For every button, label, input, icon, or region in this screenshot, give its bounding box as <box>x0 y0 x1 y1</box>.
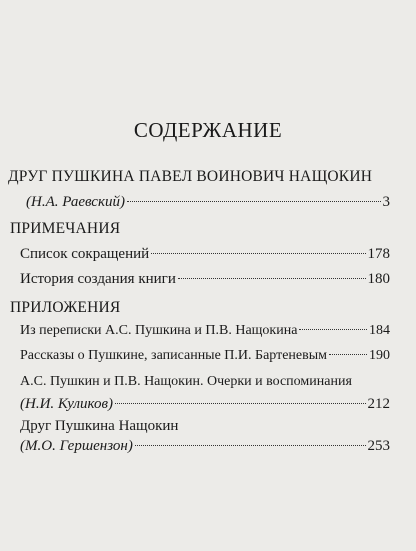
dot-leader <box>178 278 366 279</box>
toc-entry-kulikov <box>20 396 390 413</box>
dot-leader <box>299 329 367 330</box>
dot-leader <box>135 445 366 446</box>
dot-leader <box>329 354 367 355</box>
toc-entry-gershenzon-title: Друг Пушкина Нащокин <box>20 418 179 434</box>
entry-title: Рассказы о Пушкине, записанные П.И. Бартеневым <box>20 348 328 363</box>
entry-author: (Н.А. Раевский) <box>26 194 125 210</box>
toc-entry-correspondence <box>20 323 390 339</box>
entry-page: 178 <box>367 246 390 262</box>
entry-title: История создания книги <box>20 271 176 287</box>
dot-leader <box>127 201 381 202</box>
entry-title: Список сокращений <box>20 246 150 262</box>
entry-page: 180 <box>367 271 390 287</box>
entry-page: 3 <box>382 194 390 210</box>
section-heading-friend: ДРУГ ПУШКИНА ПАВЕЛ ВОИНОВИЧ НАЩОКИН <box>8 168 373 185</box>
entry-author: (Н.И. Куликов) <box>20 396 113 412</box>
toc-entry-gershenzon <box>20 438 390 455</box>
toc-entry-book-history <box>20 271 390 288</box>
entry-page: 212 <box>367 396 390 412</box>
entry-author: (М.О. Гершензон) <box>20 438 133 454</box>
section-heading-notes: ПРИМЕЧАНИЯ <box>10 220 121 237</box>
section-heading-appendices: ПРИЛОЖЕНИЯ <box>10 299 121 316</box>
entry-page: 184 <box>369 323 390 338</box>
dot-leader <box>115 403 366 404</box>
toc-entry-bartenev <box>20 348 390 364</box>
toc-entry-essays-title: А.С. Пушкин и П.В. Нащокин. Очерки и воспоминания <box>20 374 352 389</box>
entry-page: 190 <box>369 348 390 363</box>
dot-leader <box>151 253 365 254</box>
entry-title: Из переписки А.С. Пушкина и П.В. Нащокина <box>20 323 298 338</box>
toc-entry-raevsky <box>26 194 390 211</box>
page-title: СОДЕРЖАНИЕ <box>133 118 283 142</box>
toc-entry-abbreviations <box>20 246 390 263</box>
entry-page: 253 <box>367 438 390 454</box>
